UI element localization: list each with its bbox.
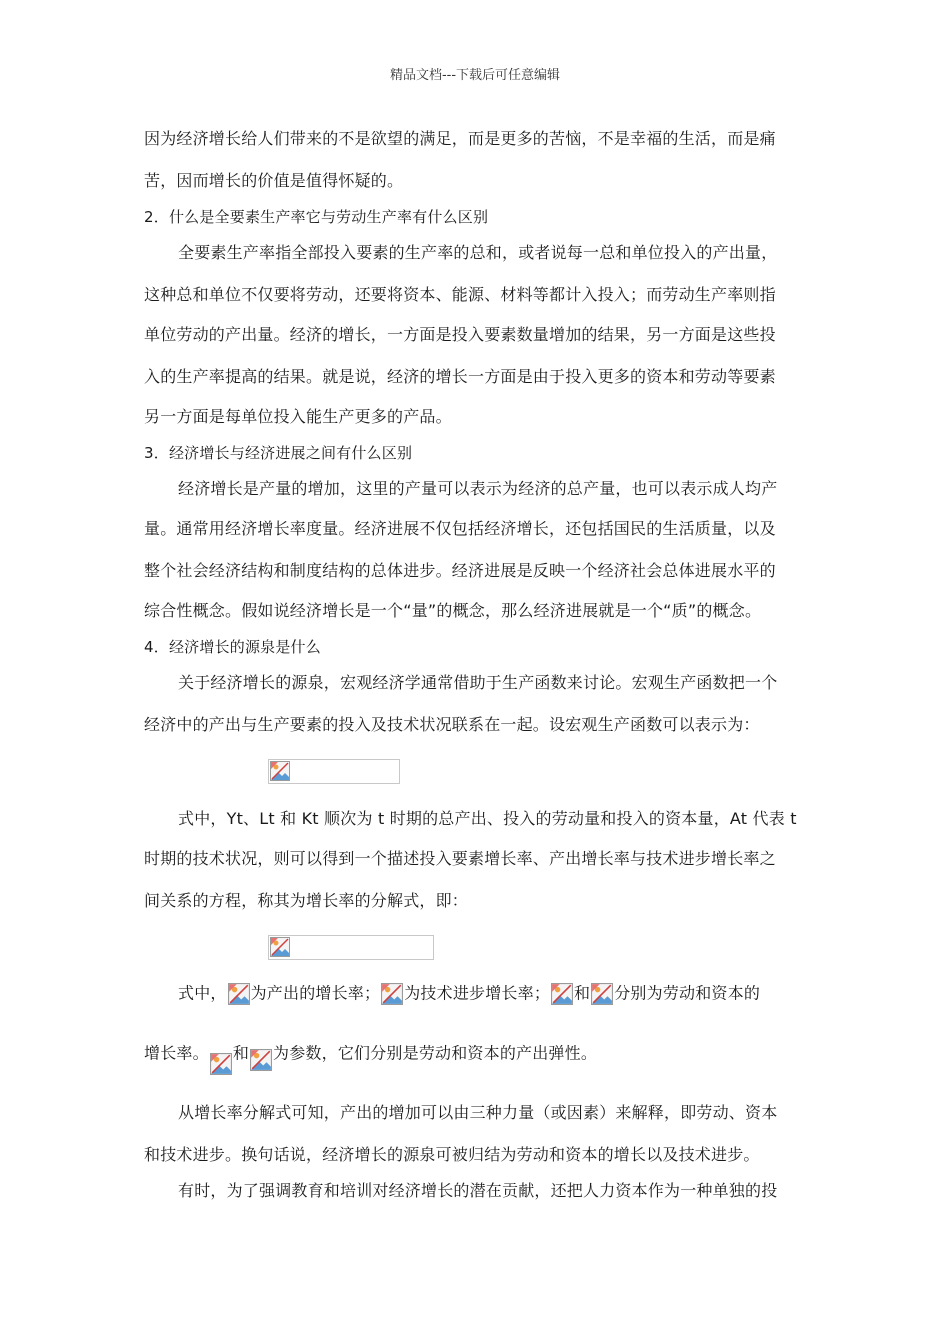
- broken-image-icon: [270, 937, 290, 957]
- symbol-image-labor-growth: [550, 982, 574, 1006]
- section-heading-3: 3．经济增长与经济进展之间有什么区别: [144, 444, 413, 462]
- paragraph-line-with-symbols: 式中， 为产出的增长率； 为技术进步增长率； 和 分别为劳动和资本的: [178, 982, 760, 1006]
- symbol-image-output-growth: [227, 982, 251, 1006]
- paragraph-line: 苦，因而增长的价值是值得怀疑的。: [144, 171, 404, 190]
- paragraph-line: 间关系的方程，称其为增长率的分解式，即：: [144, 891, 469, 910]
- paragraph-line: 时期的技术状况，则可以得到一个描述投入要素增长率、产出增长率与技术进步增长率之: [144, 849, 776, 868]
- paragraph-line: 入的生产率提高的结果。就是说，经济的增长一方面是由于投入更多的资本和劳动等要素: [144, 367, 776, 386]
- symbol-image-tech-growth: [380, 982, 404, 1006]
- paragraph-line: 经济中的产出与生产要素的投入及技术状况联系在一起。设宏观生产函数可以表示为：: [144, 715, 760, 734]
- broken-image-icon: [210, 1053, 232, 1075]
- paragraph-line: 有时，为了强调教育和培训对经济增长的潜在贡献，还把人力资本作为一种单独的投: [178, 1181, 778, 1200]
- paragraph-line: 另一方面是每单位投入能生产更多的产品。: [144, 407, 452, 426]
- broken-image-icon: [270, 761, 290, 781]
- paragraph-line: 关于经济增长的源泉，宏观经济学通常借助于生产函数来讨论。宏观生产函数把一个: [178, 673, 778, 692]
- paragraph-line: 综合性概念。假如说经济增长是一个“量”的概念，那么经济进展就是一个“质”的概念。: [144, 601, 762, 620]
- paragraph-line: 从增长率分解式可知，产出的增加可以由三种力量（或因素）来解释，即劳动、资本: [178, 1103, 778, 1122]
- broken-image-icon: [228, 983, 250, 1005]
- paragraph-line: 因为经济增长给人们带来的不是欲望的满足，而是更多的苦恼，不是幸福的生活，而是痛: [144, 129, 776, 148]
- paragraph-line: 量。通常用经济增长率度量。经济进展不仅包括经济增长，还包括国民的生活质量，以及: [144, 519, 776, 538]
- section-heading-2: 2．什么是全要素生产率它与劳动生产率有什么区别: [144, 208, 489, 226]
- formula-image-growth-decomposition: [268, 935, 434, 960]
- broken-image-icon: [250, 1049, 272, 1071]
- broken-image-icon: [551, 983, 573, 1005]
- paragraph-line: 这种总和单位不仅要将劳动，还要将资本、能源、材料等都计入投入；而劳动生产率则指: [144, 285, 776, 304]
- paragraph-line: 单位劳动的产出量。经济的增长，一方面是投入要素数量增加的结果，另一方面是这些投: [144, 325, 776, 344]
- paragraph-line: 和技术进步。换句话说，经济增长的源泉可被归结为劳动和资本的增长以及技术进步。: [144, 1145, 760, 1164]
- paragraph-line: 式中，Yt、Lt 和 Kt 顺次为 t 时期的总产出、投入的劳动量和投入的资本量，At 代表 t: [178, 809, 797, 828]
- symbol-image-beta: [249, 1048, 273, 1072]
- symbol-image-alpha: [209, 1052, 233, 1076]
- paragraph-line: 全要素生产率指全部投入要素的生产率的总和，或者说每一总和单位投入的产出量，: [178, 243, 778, 262]
- section-heading-4: 4．经济增长的源泉是什么: [144, 638, 321, 656]
- symbol-image-capital-growth: [590, 982, 614, 1006]
- broken-image-icon: [381, 983, 403, 1005]
- formula-image-production-function: [268, 759, 400, 784]
- broken-image-icon: [591, 983, 613, 1005]
- paragraph-line: 经济增长是产量的增加，这里的产量可以表示为经济的总产量，也可以表示成人均产: [178, 479, 778, 498]
- paragraph-line: 整个社会经济结构和制度结构的总体进步。经济进展是反映一个经济社会总体进展水平的: [144, 561, 776, 580]
- page-header: 精品文档---下载后可任意编辑: [389, 68, 561, 83]
- paragraph-line-with-symbols: 增长率。 和 为参数，它们分别是劳动和资本的产出弹性。: [144, 1042, 597, 1066]
